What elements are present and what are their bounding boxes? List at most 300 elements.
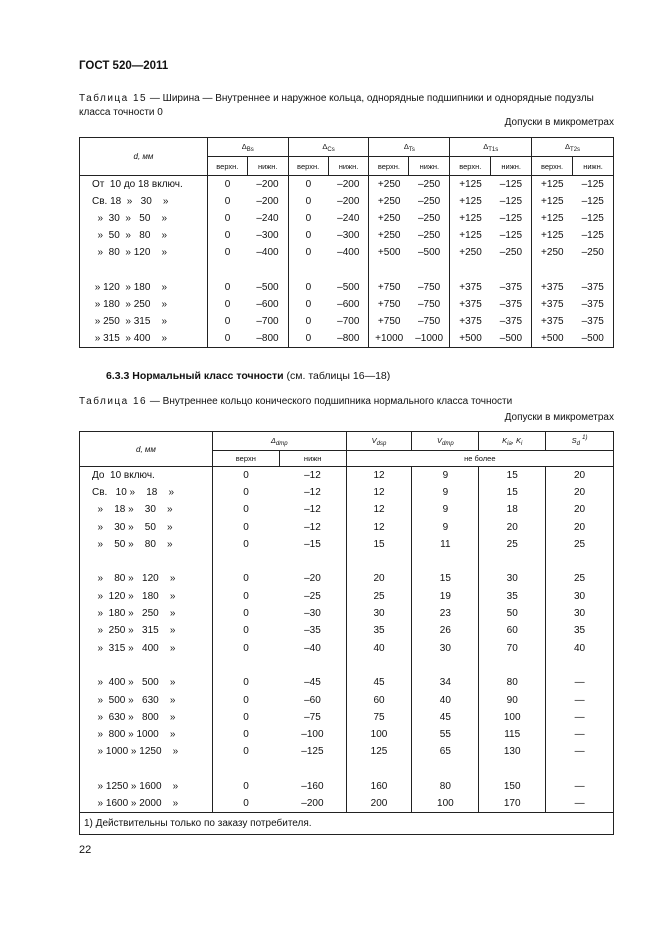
value-cell bbox=[207, 261, 247, 278]
value-cell: 30 bbox=[412, 639, 479, 656]
value-cell bbox=[279, 657, 346, 674]
table-row bbox=[80, 330, 614, 347]
sub-upper: верхн. bbox=[288, 157, 328, 176]
value-cell: 115 bbox=[479, 726, 546, 743]
value-cell: –500 bbox=[491, 330, 532, 347]
value-cell bbox=[247, 261, 288, 278]
d-range-cell: Св. 10 » 18 » bbox=[80, 484, 213, 501]
d-range-cell: » 180 » 250 » bbox=[80, 296, 208, 313]
d-range-cell: » 315 » 400 » bbox=[80, 639, 213, 656]
value-cell bbox=[546, 657, 614, 674]
value-cell bbox=[369, 261, 409, 278]
value-cell: 12 bbox=[346, 484, 412, 501]
value-cell: +750 bbox=[377, 281, 401, 293]
value-cell: –60 bbox=[279, 691, 346, 708]
value-cell: –700 bbox=[247, 313, 288, 330]
table-row bbox=[80, 193, 614, 210]
value-cell: –160 bbox=[279, 778, 346, 795]
d-range-cell: До 10 включ. bbox=[80, 467, 213, 484]
value-cell: –300 bbox=[247, 227, 288, 244]
table-row bbox=[80, 227, 614, 244]
d-range-cell bbox=[80, 553, 213, 570]
value-cell: 15 bbox=[346, 536, 412, 553]
value-cell: 19 bbox=[412, 588, 479, 605]
table16-header-sd: $S_d$ $^{1)}$ bbox=[546, 432, 614, 451]
table-row bbox=[80, 674, 614, 691]
table16-header-kia: $K_{ia}$, $K_i$ bbox=[479, 432, 546, 451]
d-range-cell: » 315 » 400 » bbox=[80, 330, 208, 347]
value-cell: +250 bbox=[459, 247, 482, 259]
table-row bbox=[80, 622, 614, 639]
table-row bbox=[80, 210, 614, 227]
value-cell bbox=[412, 657, 479, 674]
d-range-cell: » 1000 » 1250 » bbox=[80, 743, 213, 760]
sub-max: не более bbox=[346, 451, 613, 467]
value-cell: 0 bbox=[243, 538, 249, 550]
value-cell: — bbox=[546, 709, 614, 726]
value-cell: –40 bbox=[279, 639, 346, 656]
table-row bbox=[80, 605, 614, 622]
value-cell: 0 bbox=[224, 230, 231, 242]
value-cell: 0 bbox=[243, 729, 249, 741]
d-range-cell: » 30 » 50 » bbox=[80, 518, 213, 535]
value-cell: –15 bbox=[279, 536, 346, 553]
value-cell: +250 bbox=[377, 212, 401, 224]
value-cell: –20 bbox=[279, 570, 346, 587]
table-row bbox=[80, 778, 614, 795]
table16-d-header: d, мм bbox=[80, 432, 213, 467]
d-range-cell: » 250 » 315 » bbox=[80, 313, 208, 330]
value-cell: +750 bbox=[377, 298, 401, 310]
value-cell: 45 bbox=[346, 674, 412, 691]
d-range-cell: » 180 » 250 » bbox=[80, 605, 213, 622]
value-cell bbox=[346, 657, 412, 674]
value-cell: 25 bbox=[546, 570, 614, 587]
value-cell: –800 bbox=[247, 330, 288, 347]
value-cell: 0 bbox=[243, 694, 249, 706]
value-cell bbox=[546, 553, 614, 570]
value-cell: –45 bbox=[279, 674, 346, 691]
value-cell: 200 bbox=[346, 795, 412, 812]
value-cell bbox=[450, 261, 491, 278]
value-cell: –200 bbox=[247, 176, 288, 193]
table15-group-bs: $\Delta_{Bs}$ bbox=[207, 138, 288, 157]
value-cell: 12 bbox=[346, 467, 412, 484]
value-cell: 40 bbox=[346, 639, 412, 656]
value-cell: –500 bbox=[573, 330, 614, 347]
table-row bbox=[80, 501, 614, 518]
value-cell: 35 bbox=[546, 622, 614, 639]
value-cell: –200 bbox=[328, 176, 369, 193]
value-cell: 35 bbox=[346, 622, 412, 639]
value-cell: 80 bbox=[412, 778, 479, 795]
table-row bbox=[80, 761, 614, 778]
value-cell: 30 bbox=[479, 570, 546, 587]
value-cell: 0 bbox=[305, 195, 312, 207]
value-cell: +125 bbox=[459, 230, 482, 242]
value-cell: –300 bbox=[328, 227, 369, 244]
value-cell: –125 bbox=[573, 210, 614, 227]
value-cell bbox=[279, 553, 346, 570]
sub-upper: верхн. bbox=[369, 157, 409, 176]
table15-caption-label: Таблица 15 bbox=[79, 93, 148, 104]
value-cell: –500 bbox=[247, 279, 288, 296]
sub-lower: нижн bbox=[279, 451, 346, 467]
value-cell: 0 bbox=[243, 521, 249, 533]
value-cell: +750 bbox=[377, 316, 401, 328]
value-cell: +375 bbox=[541, 316, 564, 328]
value-cell: 0 bbox=[243, 746, 249, 758]
d-range-cell: От 10 до 18 включ. bbox=[80, 176, 208, 193]
table-row bbox=[80, 261, 614, 278]
table-row bbox=[80, 313, 614, 330]
value-cell: 100 bbox=[412, 795, 479, 812]
value-cell: 0 bbox=[305, 298, 312, 310]
value-cell: –200 bbox=[279, 795, 346, 812]
value-cell: –1000 bbox=[409, 330, 450, 347]
value-cell: –125 bbox=[491, 193, 532, 210]
sub-upper: верхн. bbox=[532, 157, 573, 176]
value-cell: 25 bbox=[546, 536, 614, 553]
value-cell: 0 bbox=[224, 178, 231, 190]
value-cell: — bbox=[546, 726, 614, 743]
value-cell: 0 bbox=[224, 316, 231, 328]
value-cell: 0 bbox=[243, 711, 249, 723]
value-cell: –500 bbox=[328, 279, 369, 296]
value-cell bbox=[212, 657, 279, 674]
value-cell bbox=[479, 657, 546, 674]
value-cell: –200 bbox=[247, 193, 288, 210]
value-cell: –800 bbox=[328, 330, 369, 347]
d-range-cell: » 50 » 80 » bbox=[80, 536, 213, 553]
value-cell: 60 bbox=[346, 691, 412, 708]
value-cell: 25 bbox=[479, 536, 546, 553]
value-cell: 0 bbox=[243, 469, 249, 481]
value-cell: +250 bbox=[377, 230, 401, 242]
value-cell: –240 bbox=[247, 210, 288, 227]
d-range-cell: » 630 » 800 » bbox=[80, 709, 213, 726]
value-cell: 30 bbox=[346, 605, 412, 622]
value-cell: — bbox=[546, 674, 614, 691]
value-cell: –100 bbox=[279, 726, 346, 743]
value-cell: 34 bbox=[412, 674, 479, 691]
value-cell: 20 bbox=[546, 518, 614, 535]
value-cell: +375 bbox=[541, 281, 564, 293]
value-cell: 0 bbox=[243, 642, 249, 654]
sub-lower: нижн. bbox=[328, 157, 369, 176]
table-row bbox=[80, 657, 614, 674]
value-cell: 18 bbox=[479, 501, 546, 518]
value-cell: –375 bbox=[573, 313, 614, 330]
value-cell: — bbox=[546, 691, 614, 708]
table-row bbox=[80, 518, 614, 535]
sub-upper: верхн. bbox=[207, 157, 247, 176]
value-cell: 0 bbox=[243, 608, 249, 620]
sub-lower: нижн. bbox=[573, 157, 614, 176]
d-range-cell: » 500 » 630 » bbox=[80, 691, 213, 708]
value-cell bbox=[212, 761, 279, 778]
d-range-cell bbox=[80, 761, 213, 778]
table15-group-cs: $\Delta_{Cs}$ bbox=[288, 138, 369, 157]
value-cell: –250 bbox=[491, 244, 532, 261]
value-cell: 60 bbox=[479, 622, 546, 639]
value-cell: –250 bbox=[409, 193, 450, 210]
value-cell: 90 bbox=[479, 691, 546, 708]
value-cell: 0 bbox=[224, 195, 231, 207]
value-cell: –700 bbox=[328, 313, 369, 330]
sub-lower: нижн. bbox=[247, 157, 288, 176]
value-cell: 20 bbox=[346, 570, 412, 587]
value-cell: –250 bbox=[573, 244, 614, 261]
value-cell: 0 bbox=[243, 486, 249, 498]
value-cell: –12 bbox=[279, 518, 346, 535]
d-range-cell: » 50 » 80 » bbox=[80, 227, 208, 244]
d-range-cell: » 120 » 180 » bbox=[80, 588, 213, 605]
table15-group-t2s: $\Delta_{T2s}$ bbox=[532, 138, 614, 157]
d-range-cell: » 800 » 1000 » bbox=[80, 726, 213, 743]
table15 bbox=[79, 137, 614, 348]
d-range-cell bbox=[80, 261, 208, 278]
value-cell: +500 bbox=[450, 330, 491, 347]
table-row bbox=[80, 709, 614, 726]
value-cell: +125 bbox=[541, 212, 564, 224]
value-cell: 0 bbox=[224, 281, 231, 293]
value-cell: 70 bbox=[479, 639, 546, 656]
table-row bbox=[80, 726, 614, 743]
d-range-cell: » 120 » 180 » bbox=[80, 279, 208, 296]
value-cell: 0 bbox=[243, 590, 249, 602]
d-range-cell: » 80 » 120 » bbox=[80, 244, 208, 261]
value-cell: +375 bbox=[459, 298, 482, 310]
table-row bbox=[80, 639, 614, 656]
value-cell bbox=[288, 261, 328, 278]
value-cell: 160 bbox=[346, 778, 412, 795]
value-cell bbox=[412, 553, 479, 570]
value-cell: –375 bbox=[491, 313, 532, 330]
value-cell: 45 bbox=[412, 709, 479, 726]
value-cell bbox=[409, 261, 450, 278]
value-cell: 50 bbox=[479, 605, 546, 622]
value-cell bbox=[546, 761, 614, 778]
value-cell: 75 bbox=[346, 709, 412, 726]
value-cell: 40 bbox=[546, 639, 614, 656]
value-cell: 0 bbox=[224, 212, 231, 224]
d-range-cell: » 250 » 315 » bbox=[80, 622, 213, 639]
value-cell: 0 bbox=[243, 573, 249, 585]
d-range-cell: » 1250 » 1600 » bbox=[80, 778, 213, 795]
value-cell: 20 bbox=[546, 501, 614, 518]
value-cell: –12 bbox=[279, 501, 346, 518]
section-reference: (см. таблицы 16—18) bbox=[283, 370, 391, 382]
value-cell: 12 bbox=[346, 501, 412, 518]
value-cell: +375 bbox=[459, 316, 482, 328]
table-row bbox=[80, 484, 614, 501]
table-row bbox=[80, 691, 614, 708]
table-row bbox=[80, 279, 614, 296]
value-cell: 35 bbox=[479, 588, 546, 605]
value-cell: 55 bbox=[412, 726, 479, 743]
value-cell: 100 bbox=[479, 709, 546, 726]
value-cell: –240 bbox=[328, 210, 369, 227]
value-cell: –375 bbox=[573, 296, 614, 313]
section-heading bbox=[106, 370, 390, 382]
value-cell: 65 bbox=[412, 743, 479, 760]
d-range-cell bbox=[80, 657, 213, 674]
table-row bbox=[80, 467, 614, 484]
value-cell: 20 bbox=[479, 518, 546, 535]
value-cell: –750 bbox=[409, 279, 450, 296]
value-cell: — bbox=[546, 795, 614, 812]
value-cell: 9 bbox=[412, 467, 479, 484]
value-cell: 0 bbox=[243, 625, 249, 637]
value-cell: 0 bbox=[243, 677, 249, 689]
section-title: Нормальный класс точности bbox=[132, 370, 284, 382]
value-cell: 150 bbox=[479, 778, 546, 795]
value-cell bbox=[479, 553, 546, 570]
value-cell: 0 bbox=[243, 504, 249, 516]
value-cell bbox=[412, 761, 479, 778]
section-number: 6.3.3 bbox=[106, 370, 130, 382]
value-cell: 0 bbox=[212, 795, 279, 812]
value-cell: 26 bbox=[412, 622, 479, 639]
value-cell: 0 bbox=[305, 247, 312, 259]
sub-lower: нижн. bbox=[491, 157, 532, 176]
table-row bbox=[80, 244, 614, 261]
value-cell: –25 bbox=[279, 588, 346, 605]
table16-caption-label: Таблица 16 bbox=[79, 396, 148, 407]
table15-caption-text: — Ширина — Внутреннее и наружное кольца, однорядные подшипники и однорядные подузлы класса точности 0 bbox=[79, 93, 594, 118]
table16-caption bbox=[79, 395, 614, 409]
table-row bbox=[80, 176, 614, 193]
d-range-cell: » 80 » 120 » bbox=[80, 570, 213, 587]
value-cell: 11 bbox=[412, 536, 479, 553]
value-cell: — bbox=[546, 743, 614, 760]
value-cell: 0 bbox=[305, 316, 312, 328]
value-cell bbox=[212, 553, 279, 570]
value-cell: –30 bbox=[279, 605, 346, 622]
table15-units-note: Допуски в микрометрах bbox=[504, 117, 614, 128]
value-cell: –35 bbox=[279, 622, 346, 639]
value-cell bbox=[346, 553, 412, 570]
value-cell: –600 bbox=[247, 296, 288, 313]
value-cell: –12 bbox=[279, 484, 346, 501]
table16-footnote: 1) Действительны только по заказу потребителя. bbox=[80, 812, 614, 834]
table-row bbox=[80, 588, 614, 605]
value-cell: +500 bbox=[377, 247, 401, 259]
value-cell: +250 bbox=[377, 195, 401, 207]
value-cell: +1000 bbox=[369, 330, 409, 347]
value-cell bbox=[346, 761, 412, 778]
value-cell: –500 bbox=[409, 244, 450, 261]
value-cell: –750 bbox=[409, 313, 450, 330]
table15-d-header: d, мм bbox=[80, 138, 208, 176]
value-cell: –125 bbox=[491, 227, 532, 244]
value-cell: +375 bbox=[459, 281, 482, 293]
value-cell: — bbox=[546, 778, 614, 795]
value-cell: 0 bbox=[305, 212, 312, 224]
table15-group-ts: $\Delta_{Ts}$ bbox=[369, 138, 450, 157]
table-row bbox=[80, 296, 614, 313]
value-cell: 23 bbox=[412, 605, 479, 622]
table16-caption-text: — Внутреннее кольцо конического подшипника нормального класса точности bbox=[147, 396, 513, 407]
table-row bbox=[80, 536, 614, 553]
d-range-cell: » 1600 » 2000 » bbox=[80, 795, 213, 812]
value-cell: +125 bbox=[541, 195, 564, 207]
value-cell: +125 bbox=[459, 212, 482, 224]
value-cell: 20 bbox=[546, 484, 614, 501]
value-cell: 40 bbox=[412, 691, 479, 708]
value-cell: 9 bbox=[412, 501, 479, 518]
value-cell: –125 bbox=[491, 210, 532, 227]
value-cell: –400 bbox=[247, 244, 288, 261]
value-cell: 0 bbox=[224, 247, 231, 259]
value-cell: 30 bbox=[546, 605, 614, 622]
value-cell: +125 bbox=[541, 178, 564, 190]
value-cell: +125 bbox=[459, 178, 482, 190]
value-cell: 15 bbox=[479, 467, 546, 484]
value-cell: +250 bbox=[377, 178, 401, 190]
value-cell: 0 bbox=[243, 780, 249, 792]
value-cell: 9 bbox=[412, 484, 479, 501]
value-cell: –200 bbox=[328, 193, 369, 210]
value-cell: –125 bbox=[491, 176, 532, 193]
value-cell: 0 bbox=[224, 298, 231, 310]
document-code: ГОСТ 520—2011 bbox=[79, 60, 169, 72]
value-cell: –600 bbox=[328, 296, 369, 313]
value-cell bbox=[573, 261, 614, 278]
value-cell: –75 bbox=[279, 709, 346, 726]
value-cell: +125 bbox=[541, 230, 564, 242]
value-cell: –375 bbox=[573, 279, 614, 296]
value-cell: –125 bbox=[279, 743, 346, 760]
sub-upper: верхн bbox=[212, 451, 279, 467]
d-range-cell: » 400 » 500 » bbox=[80, 674, 213, 691]
value-cell: 30 bbox=[546, 588, 614, 605]
table15-group-t1s: $\Delta_{T1s}$ bbox=[450, 138, 532, 157]
table-row bbox=[80, 570, 614, 587]
table-row bbox=[80, 553, 614, 570]
value-cell: –375 bbox=[491, 296, 532, 313]
value-cell: 80 bbox=[479, 674, 546, 691]
value-cell: +500 bbox=[532, 330, 573, 347]
value-cell: +250 bbox=[541, 247, 564, 259]
value-cell: 12 bbox=[346, 518, 412, 535]
d-range-cell: Св. 18 » 30 » bbox=[80, 193, 208, 210]
value-cell: 170 bbox=[479, 795, 546, 812]
d-range-cell: » 18 » 30 » bbox=[80, 501, 213, 518]
value-cell: 9 bbox=[412, 518, 479, 535]
value-cell: –375 bbox=[491, 279, 532, 296]
value-cell: 0 bbox=[305, 230, 312, 242]
value-cell: 0 bbox=[288, 330, 328, 347]
value-cell bbox=[328, 261, 369, 278]
value-cell: 15 bbox=[479, 484, 546, 501]
table16 bbox=[79, 431, 614, 835]
page-number: 22 bbox=[79, 844, 92, 856]
sub-upper: верхн. bbox=[450, 157, 491, 176]
sub-lower: нижн. bbox=[409, 157, 450, 176]
value-cell: 15 bbox=[412, 570, 479, 587]
table-row bbox=[80, 795, 614, 812]
value-cell: 20 bbox=[546, 467, 614, 484]
d-range-cell: » 30 » 50 » bbox=[80, 210, 208, 227]
value-cell: 0 bbox=[305, 178, 312, 190]
table16-header-dmp: $\Delta_{dmp}$ bbox=[212, 432, 346, 451]
value-cell: –250 bbox=[409, 176, 450, 193]
value-cell: +125 bbox=[459, 195, 482, 207]
value-cell: –12 bbox=[279, 467, 346, 484]
value-cell: +375 bbox=[541, 298, 564, 310]
